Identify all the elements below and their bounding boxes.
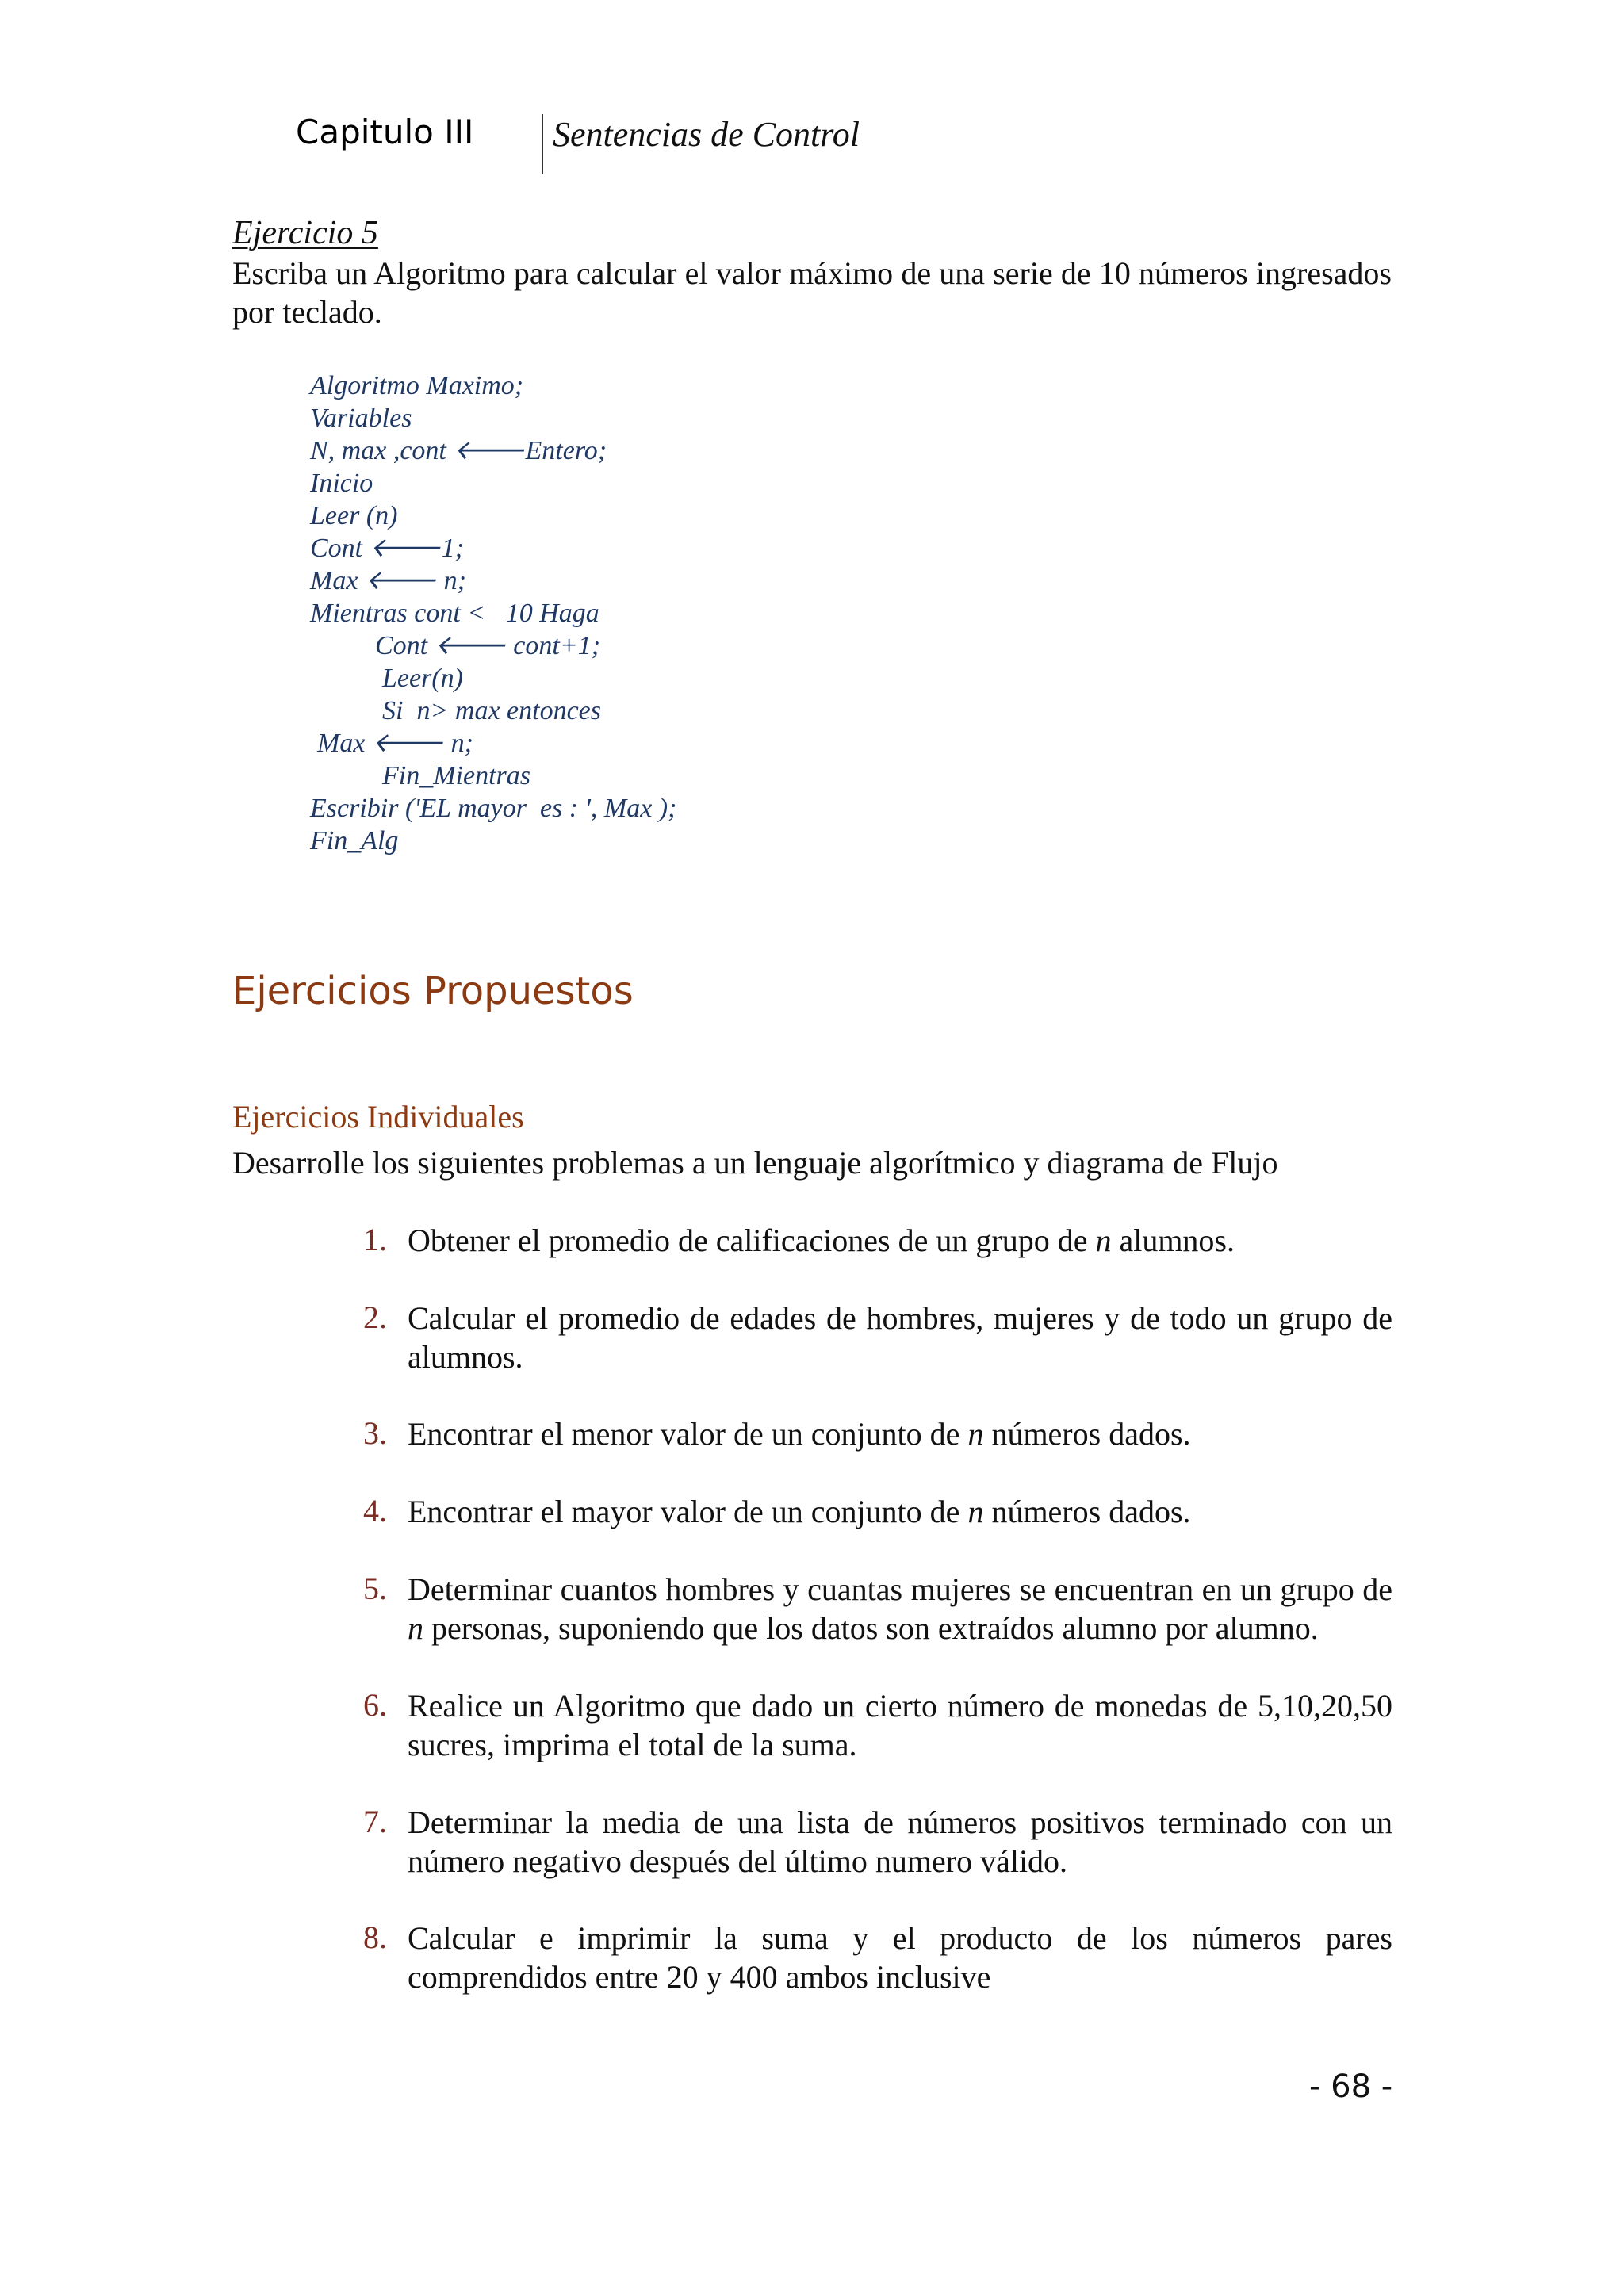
list-item-number: 3. [363,1415,387,1451]
list-item-text: Realice un Algoritmo que dado un cierto número de monedas de 5,10,20,50 sucres, imprima el total de la suma. [408,1688,1392,1762]
code-line: Algoritmo Maximo; [310,371,524,400]
proposed-exercises-heading: Ejercicios Propuestos [232,969,634,1013]
list-item-text: Determinar la media de una lista de números positivos terminado con un número negativo después del último numero válido. [408,1804,1392,1879]
code-line: N, max ,cont 🡐Entero; [310,436,607,465]
list-item-text: Calcular el promedio de edades de hombres, mujeres y de todo un grupo de alumnos. [408,1300,1392,1375]
code-line: Inicio [310,469,373,498]
header-divider [542,114,543,174]
list-item-text: Encontrar el menor valor de un conjunto de n números dados. [408,1416,1191,1452]
code-line: Max 🡐 n; [310,566,466,595]
chapter-label: Capitulo III [296,113,474,151]
exercise-statement: Escriba un Algoritmo para calcular el valor máximo de una serie de 10 números ingresados por teclado. [232,255,1392,330]
instructions-text: Desarrolle los siguientes problemas a un lenguaje algorítmico y diagrama de Flujo [232,1145,1278,1181]
code-line: Si n> max entonces [382,696,601,725]
individual-exercises-subheading: Ejercicios Individuales [232,1099,524,1135]
page-number: - 68 - [1309,2068,1393,2105]
list-item-number: 2. [363,1299,387,1335]
code-line: Max 🡐 n; [317,729,473,758]
list-item-number: 8. [363,1919,387,1955]
code-line: Mientras cont < 10 Haga [310,599,599,628]
code-line: Fin_Mientras [382,761,530,790]
list-item-text: Calcular e imprimir la suma y el producto de los números pares comprendidos entre 20 y 400 ambos inclusive [408,1920,1392,1995]
code-line: Escribir ('EL mayor es : ', Max ); [310,794,677,823]
list-item-number: 6. [363,1687,387,1723]
code-line: Leer (n) [310,501,398,530]
list-item-text: Obtener el promedio de calificaciones de un grupo de n alumnos. [408,1223,1235,1258]
list-item-text: Encontrar el mayor valor de un conjunto de n números dados. [408,1494,1191,1529]
code-line: Cont 🡐1; [310,534,465,563]
code-line: Variables [310,404,412,433]
list-item-number: 1. [363,1222,387,1257]
list-item-number: 5. [363,1571,387,1606]
exercise-title: Ejercicio 5 [232,215,378,251]
code-line: Leer(n) [382,664,463,693]
section-title: Sentencias de Control [553,115,860,154]
list-item-text: Determinar cuantos hombres y cuantas mujeres se encuentran en un grupo de n personas, suponiendo que los datos son extraídos alumno por alumno. [408,1571,1392,1646]
code-line: Fin_Alg [310,826,399,855]
list-item-number: 7. [363,1804,387,1839]
code-line: Cont 🡐 cont+1; [375,631,601,660]
list-item-number: 4. [363,1493,387,1529]
